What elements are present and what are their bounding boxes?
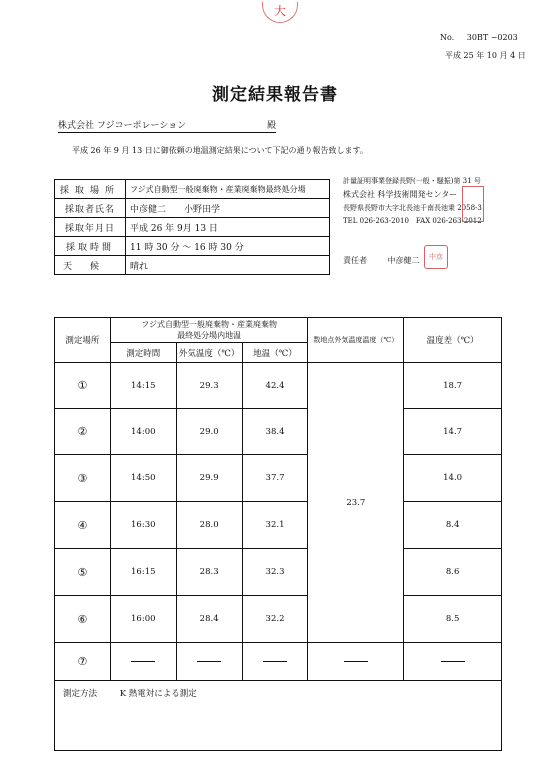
recipient: [58, 118, 276, 133]
issuer-address: 長野県長野市大字北長池千南長池乗 2058-3: [343, 204, 482, 212]
cell-diff: 8.5: [404, 596, 502, 643]
table-row: [55, 502, 502, 549]
cell-ground: 38.4: [242, 409, 308, 455]
point-number: ⑦: [55, 643, 111, 681]
col-outside-header: 外気温度（℃）: [176, 343, 242, 363]
survey-label: 採取時間: [55, 237, 126, 256]
table-row: [55, 596, 502, 643]
responsible-hanko: [424, 245, 448, 269]
dash-mark: [344, 661, 368, 662]
point-number: ①: [55, 363, 111, 409]
survey-info-table: [54, 179, 330, 275]
cell-ground: 32.1: [242, 502, 308, 549]
dash-mark: [441, 661, 465, 662]
point-number: ②: [55, 409, 111, 455]
table-row: [55, 455, 502, 502]
point-number: ⑥: [55, 596, 111, 643]
document-number: [440, 33, 518, 42]
survey-label: 天候: [55, 256, 126, 275]
survey-value: 中彦健二 小野田学: [126, 199, 330, 218]
survey-label: 採取場所: [55, 180, 126, 199]
survey-value: 平成 26 年 9月 13 日: [126, 218, 330, 237]
empty-cell-dash: [242, 643, 308, 681]
col-diff-header: 温度差（℃）: [404, 318, 502, 363]
cell-outside: 28.4: [176, 596, 242, 643]
cell-ground: 42.4: [242, 363, 308, 409]
survey-value: 11 時 30 分 〜 16 時 30 分: [126, 237, 330, 256]
top-seal: [262, 2, 298, 23]
doc-no-label: No.: [440, 33, 455, 42]
cell-ground: 32.2: [242, 596, 308, 643]
intro-text: 平成 26 年 9 月 13 日に御依頼の地温測定結果について下記の通り報告致します。: [72, 146, 368, 155]
empty-cell-dash: [176, 643, 242, 681]
empty-cell-dash: [110, 643, 176, 681]
cell-ground: 37.7: [242, 455, 308, 502]
dash-mark: [197, 661, 221, 662]
cell-diff: 18.7: [404, 363, 502, 409]
site-name-line1: フジ式自動型一般廃棄物・産業廃棄物: [141, 320, 277, 329]
doc-no-value: 30BT −0203: [466, 33, 518, 42]
cell-time: 16:15: [110, 549, 176, 596]
issuer-registration: 計量証明事業登録長野(一般・騒振)第 31 号: [343, 177, 481, 185]
cell-outside: 28.0: [176, 502, 242, 549]
col-ground-header: 地温（℃）: [242, 343, 308, 363]
cell-outside: 29.9: [176, 455, 242, 502]
top-seal-text: 大: [273, 4, 286, 18]
table-row: [55, 549, 502, 596]
col-place-header: 測定場所: [55, 318, 111, 363]
issuer-company: 株式会社 科学技術開発センター: [343, 190, 458, 199]
method-row: [55, 681, 502, 751]
table-header-row: [55, 318, 502, 343]
cell-diff: 8.4: [404, 502, 502, 549]
site-name-header: [110, 318, 308, 343]
survey-label: 採取者氏名: [55, 199, 126, 218]
survey-row: [55, 256, 330, 275]
site-name-line2: 最終処分場内地温: [177, 331, 242, 340]
cell-outside: 29.0: [176, 409, 242, 455]
recipient-suffix: 殿: [266, 121, 276, 131]
cell-time: 14:00: [110, 409, 176, 455]
dash-mark: [263, 661, 287, 662]
method-value: K 熱電対による測定: [119, 689, 197, 699]
hanko-text: 中彦: [429, 253, 443, 261]
cell-ground: 32.3: [242, 549, 308, 596]
issuer-tel-fax: TEL 026-263-2010 FAX 026-263-2012: [343, 217, 482, 225]
issue-date: 平成 25 年 10 月 4 日: [445, 51, 526, 60]
cell-diff: 14.7: [404, 409, 502, 455]
measurement-table: [54, 317, 502, 751]
cell-time: 16:00: [110, 596, 176, 643]
recipient-company: 株式会社 フジコーポレーション: [58, 121, 187, 131]
survey-row: [55, 199, 330, 218]
dash-mark: [131, 661, 155, 662]
empty-cell-dash: [404, 643, 502, 681]
table-row: [55, 409, 502, 455]
table-row-empty: [55, 643, 502, 681]
cell-time: 14:50: [110, 455, 176, 502]
survey-row: [55, 180, 330, 199]
table-row: [55, 363, 502, 409]
cell-outside: 29.3: [176, 363, 242, 409]
responsible-label: 責任者: [343, 256, 367, 265]
survey-row: [55, 237, 330, 256]
cell-reference: 23.7: [308, 363, 404, 643]
survey-label: 採取年月日: [55, 218, 126, 237]
cell-time: 14:15: [110, 363, 176, 409]
survey-value: 晴れ: [126, 256, 330, 275]
survey-value: フジ式自動型一般廃棄物・産業廃棄物最終処分場: [126, 180, 330, 199]
responsible-person: [343, 255, 420, 266]
point-number: ③: [55, 455, 111, 502]
responsible-name: 中彦健二: [387, 256, 420, 265]
point-number: ⑤: [55, 549, 111, 596]
page-title: 測定結果報告書: [212, 85, 338, 105]
cell-outside: 28.3: [176, 549, 242, 596]
col-time-header: 測定時間: [110, 343, 176, 363]
method-cell: [55, 681, 502, 751]
survey-row: [55, 218, 330, 237]
empty-cell-dash: [308, 643, 404, 681]
col-reference-header: 数地点外気温度温度（℃）: [308, 318, 404, 363]
cell-time: 16:30: [110, 502, 176, 549]
cell-diff: 14.0: [404, 455, 502, 502]
company-seal: [462, 186, 484, 222]
point-number: ④: [55, 502, 111, 549]
method-label: 測定方法: [63, 689, 98, 699]
cell-diff: 8.6: [404, 549, 502, 596]
